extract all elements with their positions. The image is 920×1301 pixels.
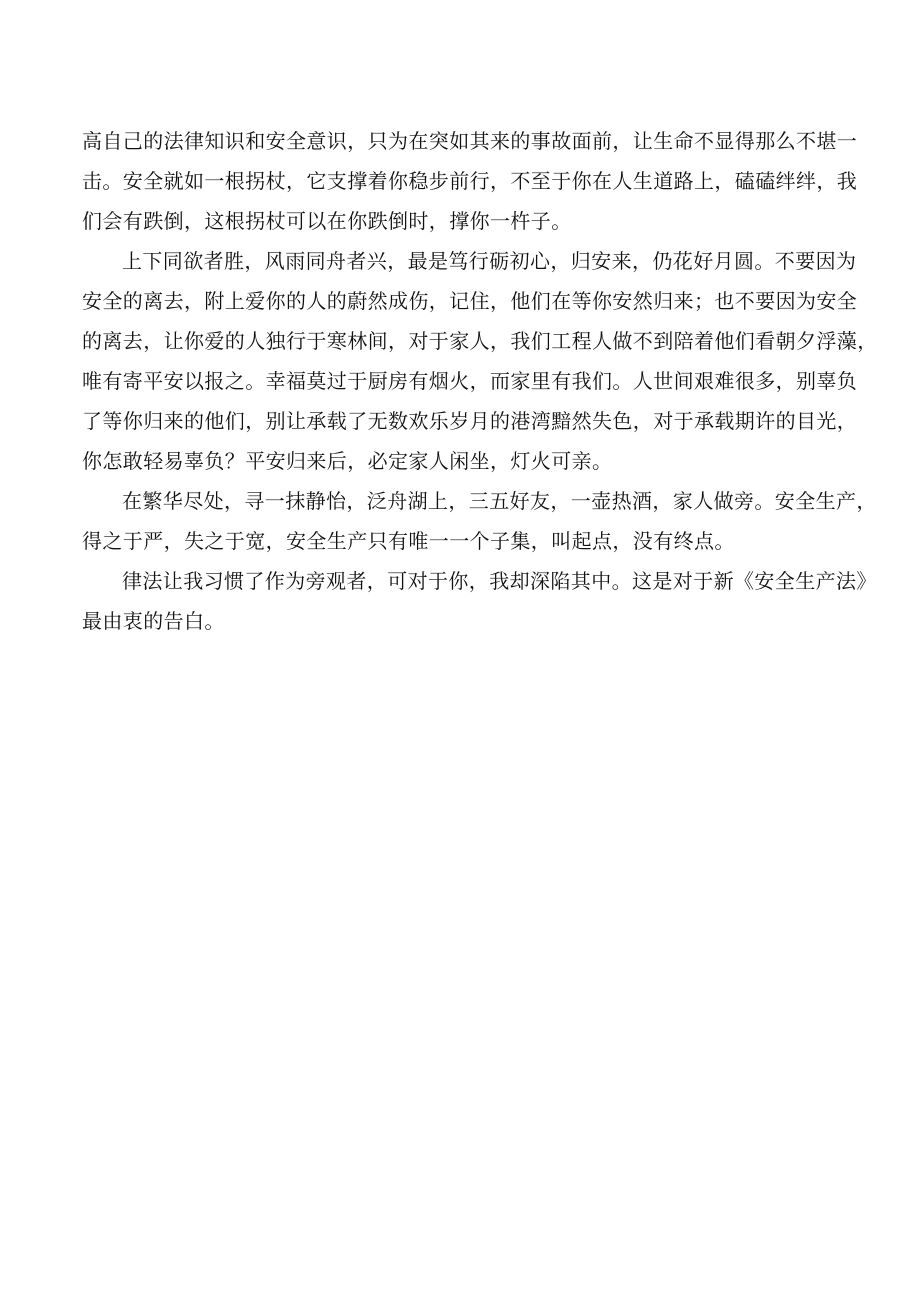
paragraph-line: 最由衷的告白。 [82,609,225,633]
document-body [82,121,878,641]
paragraph-4 [82,561,877,641]
paragraph-line: 在繁华尽处，寻一抹静怡，泛舟湖上，三五好友，一壶热酒，家人做旁。安全生产， [122,489,877,513]
paragraph-3 [82,481,877,561]
paragraph-line: 击。安全就如一根拐杖，它支撑着你稳步前行，不至于你在人生道路上，磕磕绊绊，我 [82,169,858,193]
paragraph-line: 高自己的法律知识和安全意识，只为在突如其来的事故面前，让生命不显得那么不堪一 [82,129,858,153]
paragraph-line: 了等你归来的他们，别让承载了无数欢乐岁月的港湾黯然失色，对于承载期许的目光， [82,409,858,433]
paragraph-line: 得之于严，失之于宽，安全生产只有唯一一个子集，叫起点，没有终点。 [82,529,735,553]
paragraph-line: 律法让我习惯了作为旁观者，可对于你，我却深陷其中。这是对于新《安全生产法》 [122,569,877,593]
paragraph-2 [82,241,878,481]
paragraph-line: 安全的离去，附上爱你的人的蔚然成伤，记住，他们在等你安然归来；也不要因为安全 [82,289,858,313]
paragraph-1 [82,121,858,241]
paragraph-line: 们会有跌倒，这根拐杖可以在你跌倒时，撑你一杵子。 [82,209,572,233]
paragraph-line: 的离去，让你爱的人独行于寒林间，对于家人，我们工程人做不到陪着他们看朝夕浮藻， [82,329,878,353]
paragraph-line: 唯有寄平安以报之。幸福莫过于厨房有烟火，而家里有我们。人世间艰难很多，别辜负 [82,369,858,393]
paragraph-line: 你怎敢轻易辜负？平安归来后，必定家人闲坐，灯火可亲。 [82,449,613,473]
paragraph-line: 上下同欲者胜，风雨同舟者兴，最是笃行砺初心，归安来，仍花好月圆。不要因为 [122,249,857,273]
